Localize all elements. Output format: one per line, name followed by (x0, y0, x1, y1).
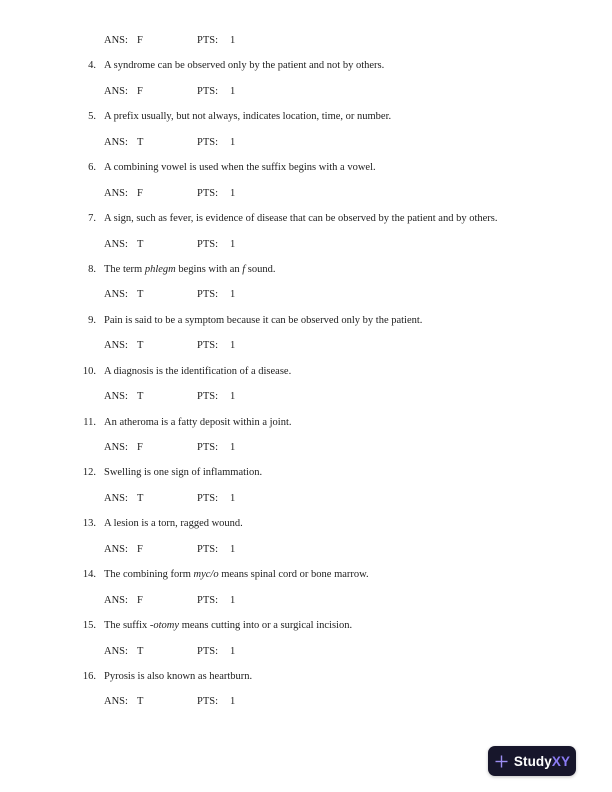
ans-value: F (136, 594, 143, 606)
ans-label: ANS: (104, 187, 128, 199)
question-text: A lesion is a torn, ragged wound. (104, 518, 243, 530)
ans-label: ANS: (104, 442, 128, 453)
question-text: Pyrosis is also known as heartburn. (104, 670, 253, 682)
pts-value: 1 (230, 35, 236, 46)
pts-value: 1 (230, 238, 236, 250)
plus-icon (494, 754, 509, 769)
question-text: Swelling is one sign of inflammation. (104, 467, 263, 479)
question-line (0, 263, 612, 288)
pts-value: 1 (230, 645, 236, 657)
question-line (0, 365, 612, 390)
ans-label: ANS: (104, 492, 128, 504)
pts-label: PTS: (197, 136, 219, 148)
question-block (0, 110, 612, 161)
ans-value: T (136, 645, 144, 657)
ans-label: ANS: (104, 391, 128, 403)
question-block (0, 212, 612, 263)
brand-primary: Study (513, 753, 552, 769)
ans-value: T (136, 136, 144, 148)
ans-label: ANS: (104, 645, 128, 657)
question-text: A syndrome can be observed only by the patient and not by others. (104, 60, 385, 72)
ans-value: T (136, 391, 144, 403)
answer-line (0, 85, 612, 110)
ans-label: ANS: (104, 594, 128, 606)
answer-line (0, 238, 612, 263)
answer-line (0, 645, 612, 670)
question-block (0, 466, 612, 517)
answer-line (0, 187, 612, 212)
pts-label: PTS: (197, 391, 219, 403)
pts-label: PTS: (197, 696, 219, 708)
pts-label: PTS: (197, 187, 219, 199)
pts-label: PTS: (197, 645, 219, 657)
ans-value: F (136, 187, 143, 199)
answer-line (0, 441, 612, 466)
question-line (0, 212, 612, 237)
question-block (0, 161, 612, 212)
question-line (0, 568, 612, 593)
pts-label: PTS: (197, 340, 219, 352)
ans-value: T (136, 289, 144, 301)
question-block (0, 670, 612, 721)
ans-value: F (136, 442, 143, 453)
ans-value: T (136, 492, 144, 504)
answer-line (0, 339, 612, 364)
studyxy-logo (488, 746, 576, 776)
question-number: 14. (82, 569, 96, 581)
question-text: A diagnosis is the identification of a disease. (104, 365, 292, 377)
question-text: An atheroma is a fatty deposit within a joint. (104, 416, 292, 428)
pts-label: PTS: (197, 238, 219, 250)
question-number: 8. (88, 263, 96, 275)
question-line (0, 314, 612, 339)
pts-label: PTS: (197, 289, 219, 301)
pts-label: PTS: (197, 35, 219, 46)
ans-label: ANS: (104, 543, 128, 555)
ans-value: T (136, 340, 144, 352)
question-line (0, 416, 612, 441)
ans-value: T (136, 696, 144, 708)
question-number: 13. (82, 518, 96, 530)
pts-label: PTS: (197, 543, 219, 555)
question-number: 7. (88, 213, 96, 225)
ans-label: ANS: (104, 289, 128, 301)
pts-value: 1 (230, 340, 236, 352)
pts-value: 1 (230, 492, 236, 504)
question-line (0, 59, 612, 84)
ans-label: ANS: (104, 85, 128, 97)
question-text: A prefix usually, but not always, indicates location, time, or number. (104, 111, 392, 123)
ans-label: ANS: (104, 136, 128, 148)
question-text: The combining form myc/o means spinal cord or bone marrow. (104, 569, 369, 581)
pts-label: PTS: (197, 442, 219, 453)
pts-value: 1 (230, 289, 236, 301)
answer-line (0, 288, 612, 313)
question-block (0, 263, 612, 314)
question-text: The term phlegm begins with an f sound. (104, 263, 276, 275)
ans-value: F (136, 35, 143, 46)
pts-value: 1 (230, 543, 236, 555)
pts-value: 1 (230, 594, 236, 606)
question-block (0, 59, 612, 110)
pts-value: 1 (230, 136, 236, 148)
pts-label: PTS: (197, 594, 219, 606)
question-line (0, 670, 612, 695)
pts-value: 1 (230, 696, 236, 708)
answer-line (0, 543, 612, 568)
answer-line (0, 492, 612, 517)
question-list (0, 59, 612, 720)
question-block (0, 619, 612, 670)
question-number: 16. (82, 670, 96, 682)
question-number: 5. (88, 111, 96, 123)
question-line (0, 110, 612, 135)
question-line (0, 466, 612, 491)
question-text: A combining vowel is used when the suffix begins with a vowel. (104, 162, 376, 174)
ans-label: ANS: (104, 340, 128, 352)
question-block (0, 568, 612, 619)
pts-value: 1 (230, 442, 236, 453)
question-text: The suffix -otomy means cutting into or a surgical incision. (104, 620, 353, 632)
pts-label: PTS: (197, 85, 219, 97)
pts-label: PTS: (197, 492, 219, 504)
question-block (0, 416, 612, 467)
ans-label: ANS: (104, 238, 128, 250)
question-number: 4. (88, 60, 96, 72)
brand-text (514, 754, 570, 769)
question-number: 10. (82, 365, 96, 377)
pts-value: 1 (230, 391, 236, 403)
question-line (0, 517, 612, 542)
question-text: Pain is said to be a symptom because it can be observed only by the patient. (104, 314, 423, 326)
ans-label: ANS: (104, 35, 128, 46)
answer-line (0, 594, 612, 619)
question-number: 12. (82, 467, 96, 479)
answer-key-content (0, 34, 612, 721)
question-number: 9. (88, 314, 96, 326)
question-number: 6. (88, 162, 96, 174)
ans-value: F (136, 543, 143, 555)
ans-value: T (136, 238, 144, 250)
pts-value: 1 (230, 187, 236, 199)
pts-value: 1 (230, 85, 236, 97)
ans-value: F (136, 85, 143, 97)
question-number: 15. (82, 620, 96, 632)
brand-accent: XY (551, 753, 571, 769)
question-line (0, 161, 612, 186)
question-block (0, 365, 612, 416)
question-block (0, 517, 612, 568)
question-block (0, 314, 612, 365)
answer-line (0, 695, 612, 720)
ans-label: ANS: (104, 696, 128, 708)
question-text: A sign, such as fever, is evidence of disease that can be observed by the patient and by others. (104, 213, 498, 225)
question-line (0, 619, 612, 644)
answer-line (0, 34, 612, 59)
question-number: 11. (83, 416, 96, 428)
answer-line (0, 390, 612, 415)
answer-line (0, 136, 612, 161)
